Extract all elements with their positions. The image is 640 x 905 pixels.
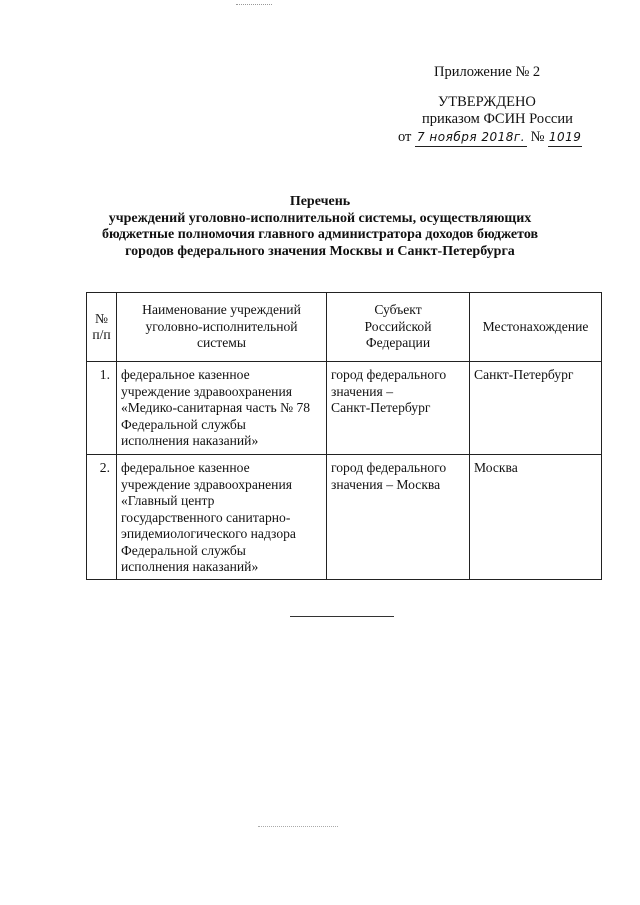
row-num: 1. (87, 362, 117, 455)
row-name-line: учреждение здравоохранения (121, 383, 292, 399)
row-name-line: учреждение здравоохранения (121, 476, 292, 492)
row-name-line: «Медико-санитарная часть № 78 (121, 400, 311, 415)
row-subject (327, 362, 470, 455)
header-subject-line: Федерации (365, 335, 431, 351)
row-name-line: государственного санитарно- (121, 509, 291, 525)
date-prefix: от (398, 129, 412, 145)
scan-artifact-bottom (258, 826, 338, 833)
table-row (87, 362, 602, 455)
row-name-line: эпидемиологического надзора (121, 526, 296, 541)
row-name-line: федеральное казенное (121, 460, 250, 475)
title-line-1: Перечень (289, 194, 351, 209)
table-header-row (87, 293, 602, 362)
row-location: Москва (470, 455, 602, 580)
row-subject-line: значения – (331, 383, 394, 399)
handwritten-date: 7 ноября 2018г. (415, 129, 527, 147)
row-name-line: Федеральной службы (121, 416, 246, 432)
approved-label: УТВЕРЖДЕНО (438, 94, 536, 110)
row-subject-line: значения – Москва (331, 476, 441, 492)
row-name (117, 362, 327, 455)
title-line-3: бюджетные полномочия главного администратора доходов бюджетов (101, 227, 539, 242)
order-date-line (398, 129, 582, 147)
row-name-line: исполнения наказаний» (121, 433, 259, 448)
header-subject (327, 293, 470, 362)
row-name-line: Федеральной службы (121, 542, 246, 558)
header-num (87, 293, 117, 362)
header-location (470, 293, 602, 362)
row-location: Санкт-Петербург (470, 362, 602, 455)
institutions-table (86, 292, 602, 580)
row-subject (327, 455, 470, 580)
title-line-2: учреждений уголовно-исполнительной системы, осуществляющих (108, 210, 532, 226)
header-name-line: Наименование учреждений (142, 302, 301, 318)
row-num: 2. (87, 455, 117, 580)
header-subject-line: Российской (364, 318, 432, 334)
row-name (117, 455, 327, 580)
header-subject-line: Субъект (374, 302, 422, 318)
header-name-line: уголовно-исполнительной (145, 318, 298, 334)
row-subject-line: город федерального (331, 460, 447, 475)
handwritten-number: 1019 (548, 129, 582, 147)
number-prefix: № (530, 129, 545, 145)
scan-artifact-top (236, 4, 272, 5)
header-num-line: п/п (92, 327, 111, 342)
table-row (87, 455, 602, 580)
header-name (117, 293, 327, 362)
header-num-line: № (95, 310, 108, 326)
appendix-label: Приложение № 2 (434, 64, 541, 80)
row-name-line: «Главный центр (121, 493, 215, 508)
header-name-line: системы (196, 335, 247, 351)
header-location-line: Местонахождение (482, 318, 589, 334)
row-subject-line: город федерального (331, 367, 447, 382)
title-line-4: городов федерального значения Москвы и Санкт-Петербурга (125, 243, 515, 259)
row-name-line: исполнения наказаний» (121, 559, 259, 574)
document-title (80, 194, 560, 260)
order-by-label: приказом ФСИН России (422, 111, 573, 127)
row-subject-line: Санкт-Петербург (331, 400, 431, 415)
row-name-line: федеральное казенное (121, 367, 250, 382)
end-divider (290, 616, 394, 617)
